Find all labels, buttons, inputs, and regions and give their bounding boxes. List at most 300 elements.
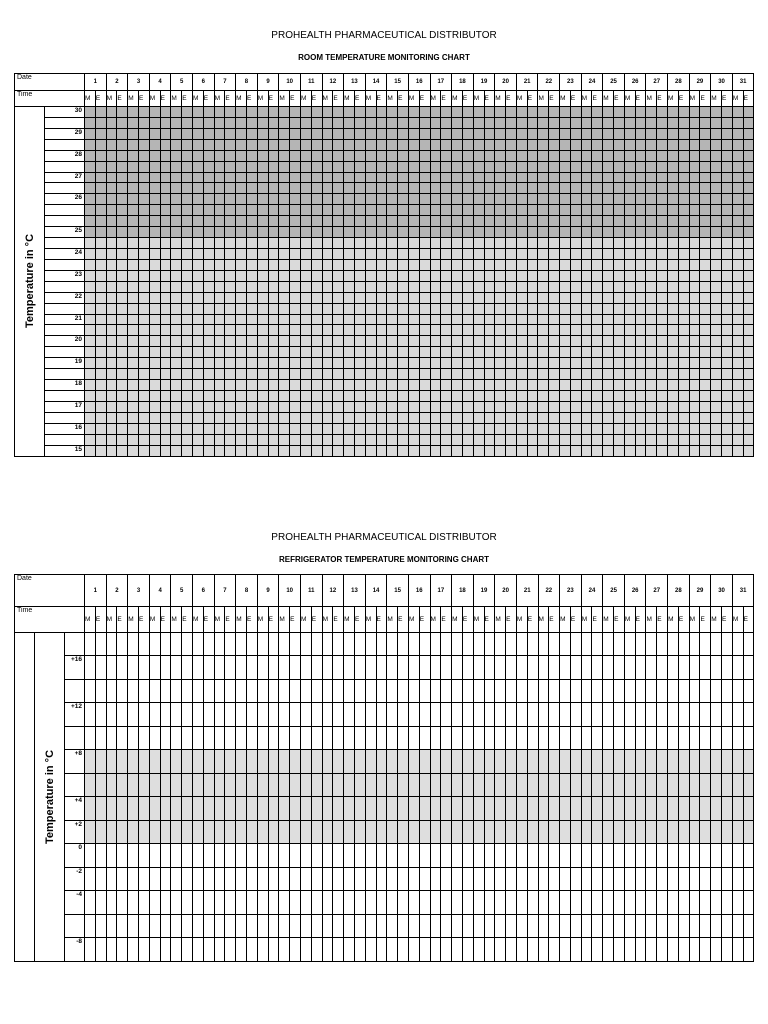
reading-cell[interactable] bbox=[657, 347, 668, 358]
reading-cell[interactable] bbox=[128, 434, 139, 445]
reading-cell[interactable] bbox=[279, 270, 290, 281]
reading-cell[interactable] bbox=[236, 347, 247, 358]
reading-cell[interactable] bbox=[506, 867, 517, 890]
reading-cell[interactable] bbox=[268, 797, 279, 820]
reading-cell[interactable] bbox=[430, 914, 441, 937]
reading-cell[interactable] bbox=[419, 281, 430, 292]
reading-cell[interactable] bbox=[398, 867, 409, 890]
reading-cell[interactable] bbox=[419, 117, 430, 128]
reading-cell[interactable] bbox=[322, 161, 333, 172]
reading-cell[interactable] bbox=[246, 369, 257, 380]
reading-cell[interactable] bbox=[581, 750, 592, 773]
reading-cell[interactable] bbox=[160, 347, 171, 358]
reading-cell[interactable] bbox=[365, 314, 376, 325]
reading-cell[interactable] bbox=[290, 216, 301, 227]
reading-cell[interactable] bbox=[635, 347, 646, 358]
reading-cell[interactable] bbox=[236, 325, 247, 336]
reading-cell[interactable] bbox=[560, 679, 571, 702]
reading-cell[interactable] bbox=[473, 390, 484, 401]
reading-cell[interactable] bbox=[268, 281, 279, 292]
reading-cell[interactable] bbox=[139, 194, 150, 205]
reading-cell[interactable] bbox=[376, 205, 387, 216]
reading-cell[interactable] bbox=[85, 412, 96, 423]
reading-cell[interactable] bbox=[722, 773, 733, 796]
reading-cell[interactable] bbox=[139, 726, 150, 749]
reading-cell[interactable] bbox=[85, 656, 96, 679]
reading-cell[interactable] bbox=[149, 292, 160, 303]
reading-cell[interactable] bbox=[700, 820, 711, 843]
reading-cell[interactable] bbox=[214, 891, 225, 914]
reading-cell[interactable] bbox=[527, 891, 538, 914]
reading-cell[interactable] bbox=[473, 183, 484, 194]
reading-cell[interactable] bbox=[484, 401, 495, 412]
reading-cell[interactable] bbox=[678, 238, 689, 249]
reading-cell[interactable] bbox=[743, 292, 754, 303]
reading-cell[interactable] bbox=[214, 369, 225, 380]
reading-cell[interactable] bbox=[95, 325, 106, 336]
reading-cell[interactable] bbox=[419, 172, 430, 183]
reading-cell[interactable] bbox=[149, 703, 160, 726]
reading-cell[interactable] bbox=[117, 750, 128, 773]
reading-cell[interactable] bbox=[311, 139, 322, 150]
reading-cell[interactable] bbox=[268, 117, 279, 128]
reading-cell[interactable] bbox=[160, 248, 171, 259]
reading-cell[interactable] bbox=[430, 227, 441, 238]
reading-cell[interactable] bbox=[657, 139, 668, 150]
reading-cell[interactable] bbox=[225, 703, 236, 726]
reading-cell[interactable] bbox=[657, 867, 668, 890]
reading-cell[interactable] bbox=[560, 183, 571, 194]
reading-cell[interactable] bbox=[700, 128, 711, 139]
reading-cell[interactable] bbox=[430, 445, 441, 456]
reading-cell[interactable] bbox=[182, 423, 193, 434]
reading-cell[interactable] bbox=[279, 336, 290, 347]
reading-cell[interactable] bbox=[538, 797, 549, 820]
reading-cell[interactable] bbox=[236, 423, 247, 434]
reading-cell[interactable] bbox=[506, 183, 517, 194]
reading-cell[interactable] bbox=[333, 172, 344, 183]
reading-cell[interactable] bbox=[354, 820, 365, 843]
reading-cell[interactable] bbox=[376, 914, 387, 937]
reading-cell[interactable] bbox=[473, 412, 484, 423]
reading-cell[interactable] bbox=[246, 434, 257, 445]
reading-cell[interactable] bbox=[452, 914, 463, 937]
reading-cell[interactable] bbox=[322, 380, 333, 391]
reading-cell[interactable] bbox=[128, 117, 139, 128]
reading-cell[interactable] bbox=[311, 679, 322, 702]
reading-cell[interactable] bbox=[452, 726, 463, 749]
reading-cell[interactable] bbox=[106, 914, 117, 937]
reading-cell[interactable] bbox=[139, 314, 150, 325]
reading-cell[interactable] bbox=[246, 292, 257, 303]
reading-cell[interactable] bbox=[678, 259, 689, 270]
reading-cell[interactable] bbox=[365, 773, 376, 796]
reading-cell[interactable] bbox=[117, 380, 128, 391]
reading-cell[interactable] bbox=[290, 303, 301, 314]
reading-cell[interactable] bbox=[689, 914, 700, 937]
reading-cell[interactable] bbox=[279, 172, 290, 183]
reading-cell[interactable] bbox=[603, 303, 614, 314]
reading-cell[interactable] bbox=[419, 633, 430, 656]
reading-cell[interactable] bbox=[387, 633, 398, 656]
reading-cell[interactable] bbox=[268, 347, 279, 358]
reading-cell[interactable] bbox=[711, 325, 722, 336]
reading-cell[interactable] bbox=[711, 820, 722, 843]
reading-cell[interactable] bbox=[203, 325, 214, 336]
reading-cell[interactable] bbox=[646, 914, 657, 937]
reading-cell[interactable] bbox=[225, 281, 236, 292]
reading-cell[interactable] bbox=[624, 128, 635, 139]
reading-cell[interactable] bbox=[225, 227, 236, 238]
reading-cell[interactable] bbox=[419, 938, 430, 962]
reading-cell[interactable] bbox=[689, 117, 700, 128]
reading-cell[interactable] bbox=[106, 347, 117, 358]
reading-cell[interactable] bbox=[85, 281, 96, 292]
reading-cell[interactable] bbox=[516, 891, 527, 914]
reading-cell[interactable] bbox=[365, 292, 376, 303]
reading-cell[interactable] bbox=[354, 292, 365, 303]
reading-cell[interactable] bbox=[570, 820, 581, 843]
reading-cell[interactable] bbox=[441, 347, 452, 358]
reading-cell[interactable] bbox=[387, 183, 398, 194]
reading-cell[interactable] bbox=[279, 248, 290, 259]
reading-cell[interactable] bbox=[624, 325, 635, 336]
reading-cell[interactable] bbox=[85, 891, 96, 914]
reading-cell[interactable] bbox=[95, 914, 106, 937]
reading-cell[interactable] bbox=[732, 107, 743, 118]
reading-cell[interactable] bbox=[624, 844, 635, 867]
reading-cell[interactable] bbox=[732, 797, 743, 820]
reading-cell[interactable] bbox=[333, 445, 344, 456]
reading-cell[interactable] bbox=[182, 292, 193, 303]
reading-cell[interactable] bbox=[624, 423, 635, 434]
reading-cell[interactable] bbox=[506, 679, 517, 702]
reading-cell[interactable] bbox=[538, 150, 549, 161]
reading-cell[interactable] bbox=[549, 161, 560, 172]
reading-cell[interactable] bbox=[160, 150, 171, 161]
reading-cell[interactable] bbox=[441, 797, 452, 820]
reading-cell[interactable] bbox=[646, 369, 657, 380]
reading-cell[interactable] bbox=[398, 161, 409, 172]
reading-cell[interactable] bbox=[635, 914, 646, 937]
reading-cell[interactable] bbox=[203, 773, 214, 796]
reading-cell[interactable] bbox=[624, 194, 635, 205]
reading-cell[interactable] bbox=[668, 227, 679, 238]
reading-cell[interactable] bbox=[624, 205, 635, 216]
reading-cell[interactable] bbox=[603, 891, 614, 914]
reading-cell[interactable] bbox=[344, 107, 355, 118]
reading-cell[interactable] bbox=[182, 139, 193, 150]
reading-cell[interactable] bbox=[592, 281, 603, 292]
reading-cell[interactable] bbox=[538, 139, 549, 150]
reading-cell[interactable] bbox=[624, 914, 635, 937]
reading-cell[interactable] bbox=[711, 797, 722, 820]
reading-cell[interactable] bbox=[203, 303, 214, 314]
reading-cell[interactable] bbox=[149, 238, 160, 249]
reading-cell[interactable] bbox=[570, 281, 581, 292]
reading-cell[interactable] bbox=[398, 401, 409, 412]
reading-cell[interactable] bbox=[549, 205, 560, 216]
reading-cell[interactable] bbox=[344, 325, 355, 336]
reading-cell[interactable] bbox=[117, 390, 128, 401]
reading-cell[interactable] bbox=[614, 227, 625, 238]
reading-cell[interactable] bbox=[300, 401, 311, 412]
reading-cell[interactable] bbox=[495, 867, 506, 890]
reading-cell[interactable] bbox=[603, 270, 614, 281]
reading-cell[interactable] bbox=[657, 938, 668, 962]
reading-cell[interactable] bbox=[387, 797, 398, 820]
reading-cell[interactable] bbox=[139, 358, 150, 369]
reading-cell[interactable] bbox=[117, 227, 128, 238]
reading-cell[interactable] bbox=[462, 303, 473, 314]
reading-cell[interactable] bbox=[506, 259, 517, 270]
reading-cell[interactable] bbox=[473, 380, 484, 391]
reading-cell[interactable] bbox=[732, 423, 743, 434]
reading-cell[interactable] bbox=[646, 423, 657, 434]
reading-cell[interactable] bbox=[549, 303, 560, 314]
reading-cell[interactable] bbox=[365, 248, 376, 259]
reading-cell[interactable] bbox=[462, 867, 473, 890]
reading-cell[interactable] bbox=[398, 679, 409, 702]
reading-cell[interactable] bbox=[603, 238, 614, 249]
reading-cell[interactable] bbox=[236, 128, 247, 139]
reading-cell[interactable] bbox=[646, 325, 657, 336]
reading-cell[interactable] bbox=[711, 750, 722, 773]
reading-cell[interactable] bbox=[322, 656, 333, 679]
reading-cell[interactable] bbox=[354, 259, 365, 270]
reading-cell[interactable] bbox=[322, 633, 333, 656]
reading-cell[interactable] bbox=[419, 325, 430, 336]
reading-cell[interactable] bbox=[257, 117, 268, 128]
reading-cell[interactable] bbox=[538, 325, 549, 336]
reading-cell[interactable] bbox=[85, 914, 96, 937]
reading-cell[interactable] bbox=[441, 139, 452, 150]
reading-cell[interactable] bbox=[193, 750, 204, 773]
reading-cell[interactable] bbox=[722, 844, 733, 867]
reading-cell[interactable] bbox=[549, 117, 560, 128]
reading-cell[interactable] bbox=[106, 820, 117, 843]
reading-cell[interactable] bbox=[516, 139, 527, 150]
reading-cell[interactable] bbox=[192, 314, 203, 325]
reading-cell[interactable] bbox=[473, 205, 484, 216]
reading-cell[interactable] bbox=[333, 703, 344, 726]
reading-cell[interactable] bbox=[506, 205, 517, 216]
reading-cell[interactable] bbox=[279, 183, 290, 194]
reading-cell[interactable] bbox=[570, 891, 581, 914]
reading-cell[interactable] bbox=[95, 656, 106, 679]
reading-cell[interactable] bbox=[581, 205, 592, 216]
reading-cell[interactable] bbox=[614, 369, 625, 380]
reading-cell[interactable] bbox=[700, 248, 711, 259]
reading-cell[interactable] bbox=[322, 938, 333, 962]
reading-cell[interactable] bbox=[246, 844, 257, 867]
reading-cell[interactable] bbox=[635, 633, 646, 656]
reading-cell[interactable] bbox=[354, 107, 365, 118]
reading-cell[interactable] bbox=[549, 347, 560, 358]
reading-cell[interactable] bbox=[635, 292, 646, 303]
reading-cell[interactable] bbox=[225, 107, 236, 118]
reading-cell[interactable] bbox=[506, 445, 517, 456]
reading-cell[interactable] bbox=[614, 270, 625, 281]
reading-cell[interactable] bbox=[257, 183, 268, 194]
reading-cell[interactable] bbox=[246, 703, 257, 726]
reading-cell[interactable] bbox=[689, 679, 700, 702]
reading-cell[interactable] bbox=[398, 773, 409, 796]
reading-cell[interactable] bbox=[171, 750, 182, 773]
reading-cell[interactable] bbox=[387, 150, 398, 161]
reading-cell[interactable] bbox=[322, 797, 333, 820]
reading-cell[interactable] bbox=[149, 390, 160, 401]
reading-cell[interactable] bbox=[538, 412, 549, 423]
reading-cell[interactable] bbox=[398, 303, 409, 314]
reading-cell[interactable] bbox=[419, 347, 430, 358]
reading-cell[interactable] bbox=[149, 259, 160, 270]
reading-cell[interactable] bbox=[171, 216, 182, 227]
reading-cell[interactable] bbox=[711, 303, 722, 314]
reading-cell[interactable] bbox=[290, 183, 301, 194]
reading-cell[interactable] bbox=[506, 270, 517, 281]
reading-cell[interactable] bbox=[376, 117, 387, 128]
reading-cell[interactable] bbox=[473, 401, 484, 412]
reading-cell[interactable] bbox=[246, 347, 257, 358]
reading-cell[interactable] bbox=[376, 183, 387, 194]
reading-cell[interactable] bbox=[149, 183, 160, 194]
reading-cell[interactable] bbox=[387, 117, 398, 128]
reading-cell[interactable] bbox=[430, 139, 441, 150]
reading-cell[interactable] bbox=[570, 656, 581, 679]
reading-cell[interactable] bbox=[441, 369, 452, 380]
reading-cell[interactable] bbox=[128, 445, 139, 456]
reading-cell[interactable] bbox=[624, 358, 635, 369]
reading-cell[interactable] bbox=[603, 914, 614, 937]
reading-cell[interactable] bbox=[236, 412, 247, 423]
reading-cell[interactable] bbox=[117, 797, 128, 820]
reading-cell[interactable] bbox=[311, 107, 322, 118]
reading-cell[interactable] bbox=[592, 773, 603, 796]
reading-cell[interactable] bbox=[732, 401, 743, 412]
reading-cell[interactable] bbox=[279, 867, 290, 890]
reading-cell[interactable] bbox=[419, 238, 430, 249]
reading-cell[interactable] bbox=[722, 183, 733, 194]
reading-cell[interactable] bbox=[365, 401, 376, 412]
reading-cell[interactable] bbox=[333, 194, 344, 205]
reading-cell[interactable] bbox=[300, 139, 311, 150]
reading-cell[interactable] bbox=[290, 259, 301, 270]
reading-cell[interactable] bbox=[214, 844, 225, 867]
reading-cell[interactable] bbox=[365, 281, 376, 292]
reading-cell[interactable] bbox=[387, 867, 398, 890]
reading-cell[interactable] bbox=[268, 238, 279, 249]
reading-cell[interactable] bbox=[462, 726, 473, 749]
reading-cell[interactable] bbox=[711, 172, 722, 183]
reading-cell[interactable] bbox=[527, 434, 538, 445]
reading-cell[interactable] bbox=[495, 434, 506, 445]
reading-cell[interactable] bbox=[592, 656, 603, 679]
reading-cell[interactable] bbox=[225, 750, 236, 773]
reading-cell[interactable] bbox=[322, 423, 333, 434]
reading-cell[interactable] bbox=[300, 380, 311, 391]
reading-cell[interactable] bbox=[495, 347, 506, 358]
reading-cell[interactable] bbox=[95, 401, 106, 412]
reading-cell[interactable] bbox=[419, 401, 430, 412]
reading-cell[interactable] bbox=[581, 867, 592, 890]
reading-cell[interactable] bbox=[193, 938, 204, 962]
reading-cell[interactable] bbox=[711, 358, 722, 369]
reading-cell[interactable] bbox=[592, 107, 603, 118]
reading-cell[interactable] bbox=[419, 259, 430, 270]
reading-cell[interactable] bbox=[268, 412, 279, 423]
reading-cell[interactable] bbox=[408, 292, 419, 303]
reading-cell[interactable] bbox=[473, 107, 484, 118]
reading-cell[interactable] bbox=[106, 797, 117, 820]
reading-cell[interactable] bbox=[624, 117, 635, 128]
reading-cell[interactable] bbox=[322, 139, 333, 150]
reading-cell[interactable] bbox=[689, 867, 700, 890]
reading-cell[interactable] bbox=[581, 726, 592, 749]
reading-cell[interactable] bbox=[657, 161, 668, 172]
reading-cell[interactable] bbox=[344, 914, 355, 937]
reading-cell[interactable] bbox=[668, 679, 679, 702]
reading-cell[interactable] bbox=[408, 750, 419, 773]
reading-cell[interactable] bbox=[452, 390, 463, 401]
reading-cell[interactable] bbox=[452, 248, 463, 259]
reading-cell[interactable] bbox=[635, 656, 646, 679]
reading-cell[interactable] bbox=[668, 238, 679, 249]
reading-cell[interactable] bbox=[149, 773, 160, 796]
reading-cell[interactable] bbox=[668, 281, 679, 292]
reading-cell[interactable] bbox=[398, 117, 409, 128]
reading-cell[interactable] bbox=[581, 390, 592, 401]
reading-cell[interactable] bbox=[160, 303, 171, 314]
reading-cell[interactable] bbox=[711, 434, 722, 445]
reading-cell[interactable] bbox=[603, 227, 614, 238]
reading-cell[interactable] bbox=[603, 703, 614, 726]
reading-cell[interactable] bbox=[689, 303, 700, 314]
reading-cell[interactable] bbox=[106, 423, 117, 434]
reading-cell[interactable] bbox=[678, 938, 689, 962]
reading-cell[interactable] bbox=[203, 172, 214, 183]
reading-cell[interactable] bbox=[516, 281, 527, 292]
reading-cell[interactable] bbox=[560, 750, 571, 773]
reading-cell[interactable] bbox=[171, 281, 182, 292]
reading-cell[interactable] bbox=[570, 216, 581, 227]
reading-cell[interactable] bbox=[203, 703, 214, 726]
reading-cell[interactable] bbox=[657, 259, 668, 270]
reading-cell[interactable] bbox=[430, 314, 441, 325]
reading-cell[interactable] bbox=[85, 380, 96, 391]
reading-cell[interactable] bbox=[300, 750, 311, 773]
reading-cell[interactable] bbox=[128, 161, 139, 172]
reading-cell[interactable] bbox=[624, 390, 635, 401]
reading-cell[interactable] bbox=[495, 216, 506, 227]
reading-cell[interactable] bbox=[95, 358, 106, 369]
reading-cell[interactable] bbox=[171, 820, 182, 843]
reading-cell[interactable] bbox=[203, 938, 214, 962]
reading-cell[interactable] bbox=[668, 390, 679, 401]
reading-cell[interactable] bbox=[192, 401, 203, 412]
reading-cell[interactable] bbox=[85, 423, 96, 434]
reading-cell[interactable] bbox=[722, 248, 733, 259]
reading-cell[interactable] bbox=[527, 914, 538, 937]
reading-cell[interactable] bbox=[408, 412, 419, 423]
reading-cell[interactable] bbox=[592, 139, 603, 150]
reading-cell[interactable] bbox=[743, 336, 754, 347]
reading-cell[interactable] bbox=[484, 139, 495, 150]
reading-cell[interactable] bbox=[516, 238, 527, 249]
reading-cell[interactable] bbox=[581, 281, 592, 292]
reading-cell[interactable] bbox=[624, 183, 635, 194]
reading-cell[interactable] bbox=[570, 423, 581, 434]
